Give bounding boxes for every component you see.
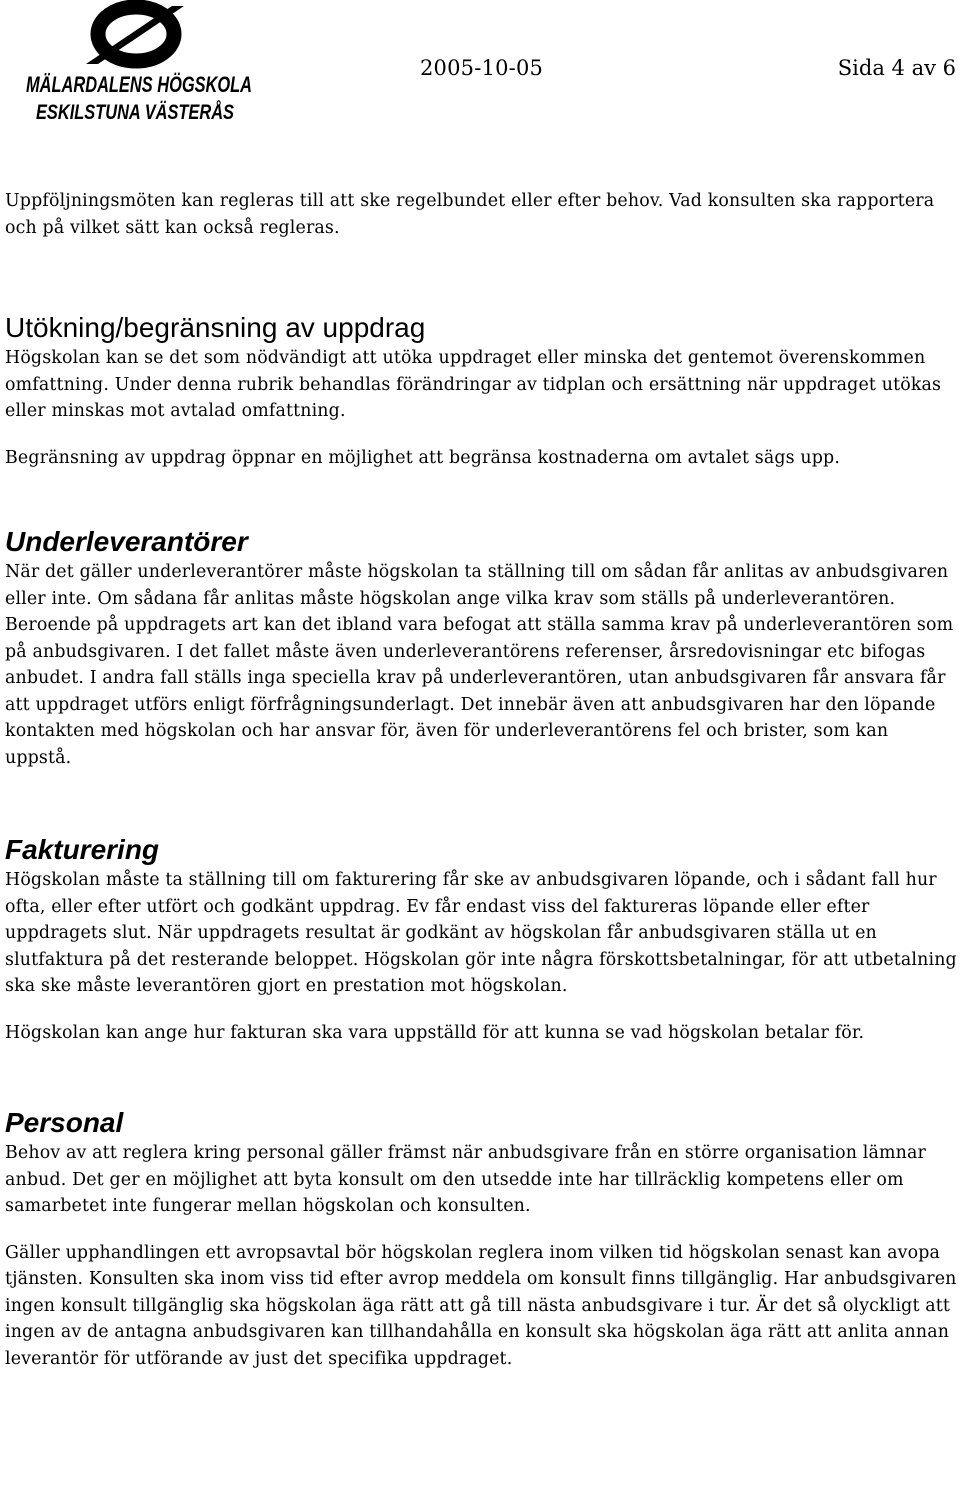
university-logo [24,0,290,124]
intro-paragraph: Uppföljningsmöten kan regleras till att ske regelbundet eller efter behov. Vad konsulten ska rapportera och på vilket sätt kan också regleras. [5,191,935,238]
personal-paragraph-2: Gäller upphandlingen ett avropsavtal bör högskolan reglera inom vilken tid högskolan senast kan avopa tjänsten. Konsulten ska inom viss tid efter avrop meddela om konsult finns tillgänglig. Har anbudsgivaren ingen konsult tillgänglig ska högskolan äga rätt att gå till nästa anbudsgivare i tur. Är det så olyckligt att ingen av de antagna anbudsgivaren kan tillhandahålla en konsult ska högskolan äga rätt att anlita annan leverantör för utförande av just det specifika uppdraget. [5,1242,957,1369]
document-date: 2005-10-05 [420,56,544,80]
heading-utokning: Utökning/begränsning av uppdrag [5,312,426,343]
utokning-paragraph-2: Begränsning av uppdrag öppnar en möjlighet att begränsa kostnaderna om avtalet sägs upp. [5,447,841,468]
logo-text-line2: ESKILSTUNA VÄSTERÅS [36,101,290,124]
heading-fakturering: Fakturering [5,834,160,865]
personal-paragraph-1: Behov av att reglera kring personal gäller främst när anbudsgivare från en större organisation lämnar anbud. Det ger en möjlighet att byta konsult om den utsedde inte har tillräcklig kompetens eller om samarbetet inte fungerar mellan högskolan och konsulten. [5,1143,926,1216]
fakturering-paragraph-2: Högskolan kan ange hur fakturan ska vara uppställd för att kunna se vad högskolan betalar för. [5,1022,865,1043]
underleverantorer-paragraph: När det gäller underleverantörer måste högskolan ta ställning till om sådan får anlitas av anbudsgivaren eller inte. Om sådana får anlitas måste högskolan ange vilka krav som ställs på underleverantören. Beroende på uppdragets art kan det ibland vara befogat att ställa samma krav på underleverantören som på anbudsgivaren. I det fallet måste även underleverantörens referenser, årsredovisningar etc bifogas anbudet. I andra fall ställs inga speciella krav på underleverantören, utan anbudsgivaren får ansvara får att uppdraget utförs enligt förfrågningsunderlagt. Det innebär även att anbudsgivaren har den löpande kontakten med högskolan och har ansvar för, även för underleverantörens fel och brister, som kan uppstå. [5,562,954,768]
document-body [5,188,957,1372]
page-indicator: Sida 4 av 6 [837,56,956,80]
heading-underleverantorer: Underleverantörer [5,526,248,557]
logo-text-line1: MÄLARDALENS HÖGSKOLA [26,72,252,97]
fakturering-paragraph-1: Högskolan måste ta ställning till om fakturering får ske av anbudsgivaren löpande, och i sådant fall hur ofta, eller efter utfört och godkänt uppdrag. Ev får endast viss del faktureras löpande eller efter uppdragets slut. När uppdragets resultat är godkänt av högskolan får anbudsgivaren ställa ut en slutfaktura på det resterande beloppet. Högskolan gör inte några förskottsbetalningar, för att utbetalning ska ske måste leverantören gjort en prestation mot högskolan. [5,870,957,996]
page-header [0,0,960,130]
heading-personal: Personal [5,1107,124,1138]
utokning-paragraph-1: Högskolan kan se det som nödvändigt att utöka uppdraget eller minska det gentemot överenskommen omfattning. Under denna rubrik behandlas förändringar av tidplan och ersättning när uppdraget utökas eller minskas mot avtalad omfattning. [5,348,942,421]
